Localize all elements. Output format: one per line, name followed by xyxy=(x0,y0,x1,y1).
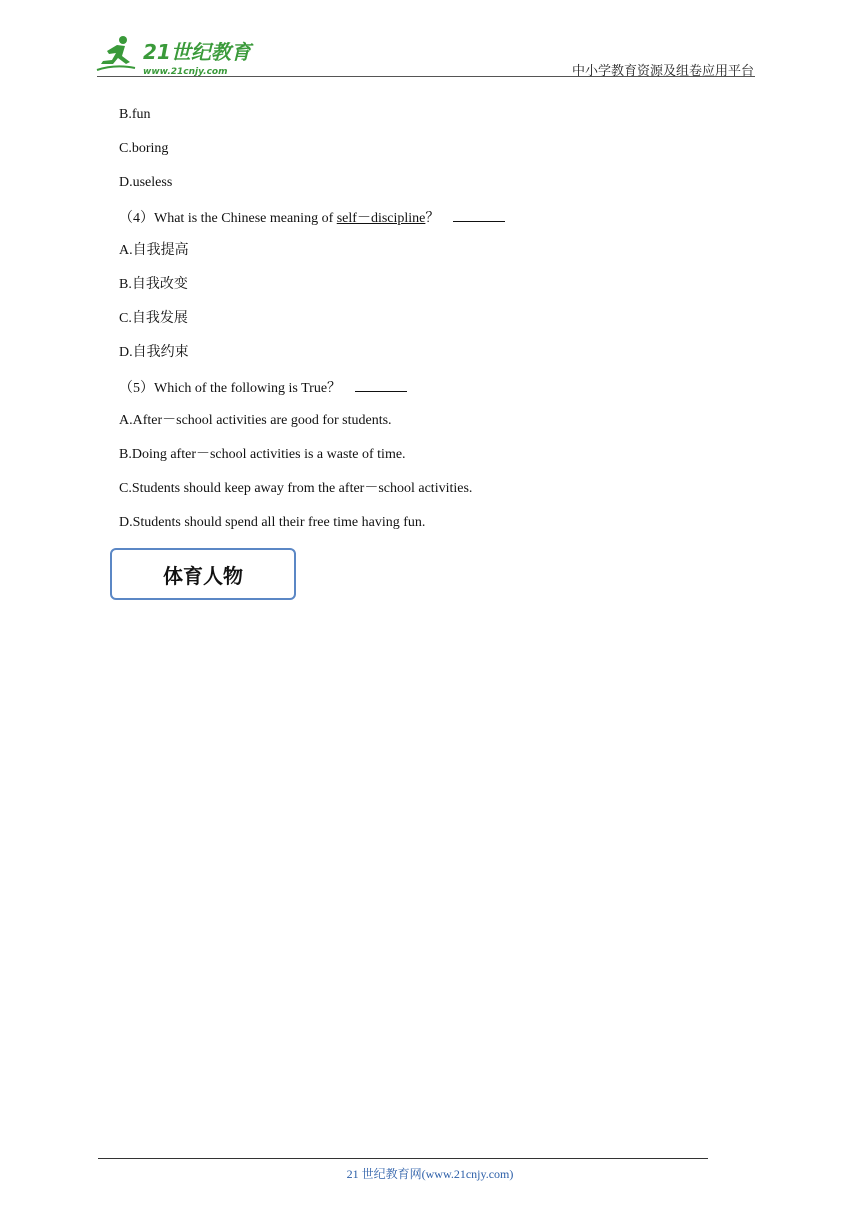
logo-21cnjy xyxy=(95,34,260,78)
page-header xyxy=(0,0,860,80)
q5-option-a: A.After－school activities are good for students. xyxy=(119,413,392,428)
question-4-suffix: ？ xyxy=(425,211,440,226)
q4-option-c: C.自我发展 xyxy=(119,311,188,326)
q4-option-b: B.自我改变 xyxy=(119,277,188,292)
logo-url: www.21cnjy.com xyxy=(143,67,228,77)
header-divider xyxy=(97,76,755,77)
option-d-useless: D.useless xyxy=(119,175,173,190)
question-content xyxy=(119,106,759,548)
answer-blank-5 xyxy=(355,378,407,392)
q5-option-b: B.Doing after－school activities is a waste of time. xyxy=(119,447,406,462)
q5-option-c: C.Students should keep away from the after－school activities. xyxy=(119,481,473,496)
question-5-text: （5）Which of the following is True？ xyxy=(119,381,342,396)
question-4-prefix: （4）What is the Chinese meaning of xyxy=(119,211,337,226)
footer-divider xyxy=(98,1158,708,1159)
question-5 xyxy=(119,378,759,412)
q4-option-d: D.自我约束 xyxy=(119,345,189,360)
footer-text: 21 世纪教育网(www.21cnjy.com) xyxy=(346,1167,514,1181)
logo-text: 21世纪教育 xyxy=(143,40,251,64)
q5-option-d: D.Students should spend all their free time having fun. xyxy=(119,515,426,530)
option-c-boring: C.boring xyxy=(119,141,169,156)
q4-option-a: A.自我提高 xyxy=(119,243,189,258)
header-platform-text: 中小学教育资源及组卷应用平台 xyxy=(571,63,754,78)
section-title: 体育人物 xyxy=(163,563,243,588)
section-title-box xyxy=(110,548,296,600)
answer-blank-4 xyxy=(453,208,505,222)
option-b-fun: B.fun xyxy=(119,107,151,122)
question-4 xyxy=(119,208,759,242)
question-4-term: self－discipline xyxy=(336,211,426,226)
